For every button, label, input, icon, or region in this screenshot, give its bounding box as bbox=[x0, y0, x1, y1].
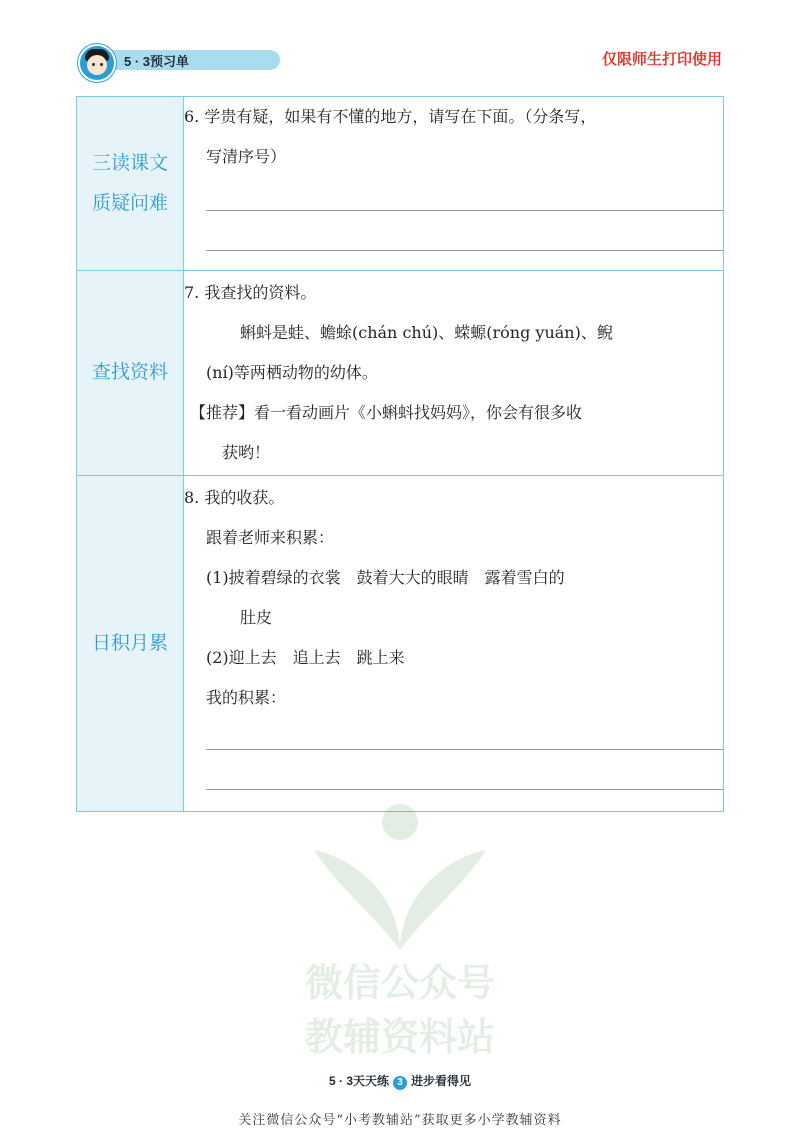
row-label bbox=[77, 271, 184, 476]
question-text: 7. 我查找的资料。 bbox=[184, 283, 317, 302]
row-label-line: 日积月累 bbox=[91, 632, 168, 654]
question-text: 写清序号） bbox=[206, 147, 287, 166]
answer-line[interactable] bbox=[184, 177, 723, 211]
sprout-logo-icon bbox=[300, 800, 500, 950]
material-text: 蝌蚪是蛙、蟾蜍(chán chú)、蝾螈(róng yuán)、鲵 bbox=[240, 323, 613, 342]
answer-line[interactable] bbox=[184, 211, 723, 251]
row-label bbox=[77, 97, 184, 271]
phrase-item: 肚皮 bbox=[240, 608, 273, 627]
instruction-text: 跟着老师来积累： bbox=[206, 528, 335, 547]
row-content bbox=[184, 476, 724, 812]
footer-number-badge: 3 bbox=[393, 1076, 407, 1090]
recommend-text: 获哟！ bbox=[222, 443, 271, 462]
row-label-line: 查找资料 bbox=[91, 362, 168, 383]
watermark-line: 教辅资料站 bbox=[304, 1017, 495, 1059]
row-content bbox=[184, 271, 724, 476]
row-content bbox=[184, 97, 724, 271]
print-notice: 仅限师生打印使用 bbox=[601, 51, 722, 68]
recommend-text: 【推荐】看一看动画片《小蝌蚪找妈妈》，你会有很多收 bbox=[190, 403, 583, 422]
footer-series bbox=[0, 1072, 800, 1090]
watermark bbox=[300, 800, 500, 1060]
table-row bbox=[77, 97, 724, 271]
footer-series-left: 5 · 3天天练 bbox=[328, 1074, 389, 1088]
watermark-line: 微信公众号 bbox=[304, 963, 495, 1005]
footer-series-right: 进步看得见 bbox=[411, 1074, 472, 1088]
phrase-item: (1)披着碧绿的衣裳 鼓着大大的眼睛 露着雪白的 bbox=[206, 568, 565, 587]
mascot-icon bbox=[78, 44, 116, 82]
material-text: (ní)等两栖动物的幼体。 bbox=[206, 363, 378, 382]
table-row bbox=[77, 476, 724, 812]
my-notes-label: 我的积累： bbox=[206, 688, 287, 707]
table-row bbox=[77, 271, 724, 476]
phrase-item: (2)迎上去 追上去 跳上来 bbox=[206, 648, 405, 667]
answer-line[interactable] bbox=[184, 718, 723, 750]
footer-promo: 关注微信公众号“小考教辅站”获取更多小学教辅资料 bbox=[238, 1113, 562, 1128]
badge-title: 5 · 3预习单 bbox=[124, 54, 190, 69]
question-text: 6. 学贵有疑，如果有不懂的地方，请写在下面。（分条写， bbox=[184, 107, 597, 126]
question-text: 8. 我的收获。 bbox=[184, 488, 285, 507]
answer-line[interactable] bbox=[184, 750, 723, 790]
row-label bbox=[77, 476, 184, 812]
worksheet-table bbox=[76, 96, 724, 812]
row-label-line: 质疑问难 bbox=[91, 192, 168, 214]
row-label-line: 三读课文 bbox=[91, 152, 168, 174]
